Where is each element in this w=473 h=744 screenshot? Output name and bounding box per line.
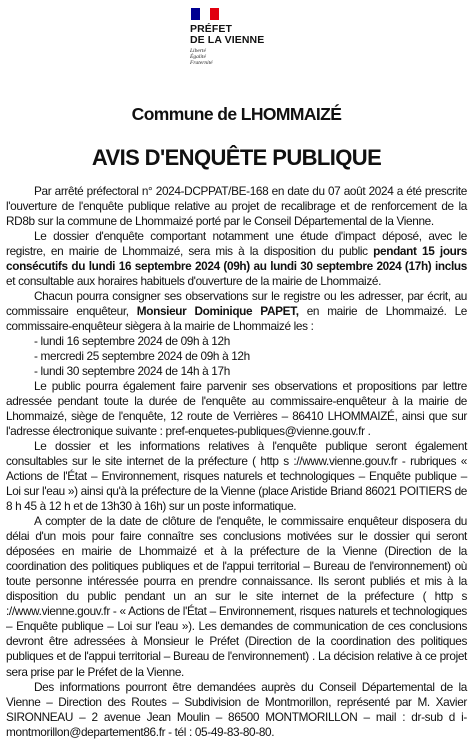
motto-egalite: Égalité (190, 54, 206, 60)
paragraph-dossier (6, 229, 467, 289)
dossier-text-end: et consultable aux horaires habituels d'ouverture de la mairie de Lhommaizé. (6, 274, 382, 289)
observations-text-end: en mairie de Lhommaizé. Le commissaire-enquêteur siègera à la mairie de Lhommaizé les : (6, 304, 467, 334)
notice-body (6, 184, 467, 740)
flag-white-band (200, 8, 209, 20)
notice-title: AVIS D'ENQUÊTE PUBLIQUE (91, 145, 382, 170)
permanence-date-1: - lundi 16 septembre 2024 de 09h à 12h (34, 334, 230, 349)
flag-red-band (210, 8, 219, 20)
permanence-date-3: - lundi 30 septembre 2024 de 14h à 17h (34, 364, 230, 379)
prefet-title (190, 24, 290, 46)
paragraph-arrete: Par arrêté préfectoral n° 2024-DCPPAT/BE-168 en date du 07 août 2024 a été prescrite l'ouverture de l'enquête publique relative au projet de recalibrage et de renforcement de la RD8b sur la commune de Lhommaizé porté par le Conseil Départemental de la Vienne. (6, 184, 467, 229)
paragraph-informations: Des informations pourront être demandées auprès du Conseil Départemental de la Vienne – Direction des Routes – Subdivision de Montmorillon, représenté par M. Xavier SIRONNEAU – 2 avenue Jean Moulin – 86500 MONTMORILLON – mail : dr-sub d i-montmorillon@departement86.fr - tél : 05-49-83-80-80. (6, 679, 467, 739)
paragraph-lettre: Le public pourra également faire parvenir ses observations et propositions par lettre adressée pendant toute la durée de l'enquête au commissaire-enquêteur à la mairie de Lhommaizé, siège de l'enquête, 12 route de Verrières – 86410 LHOMMAIZÉ, ainsi que sur l'adresse électronique suivante : pref-enquetes-publiques@vienne.gouv.fr . (6, 379, 467, 439)
paragraph-consultation: Le dossier et les informations relatives à l'enquête publique seront également consultables sur le site internet de la préfecture ( http s ://www.vienne.gouv.fr - rubriques « Actions de l'État – Environnement, risques naturels et technologiques – Enquête publique – Loi sur l'eau ») ainsi qu'à la préfecture de la Vienne (place Aristide Briand 86021 POITIERS de 8 h 45 à 12 h et de 13h30 à 16h) sur un poste informatique. (6, 439, 467, 514)
dossier-text-start: Le dossier d'enquête comportant notamment une étude d'impact déposé, avec le registre, en mairie de Lhommaizé, sera mis à la disposition du public (6, 229, 467, 259)
republic-motto (190, 48, 290, 66)
motto-liberte: Liberté (190, 48, 206, 54)
commissaire-name-bold: Monsieur Dominique PAPET, (136, 304, 299, 319)
observations-text-start: Chacun pourra consigner ses observations sur le registre ou les adresser, par écrit, au commissaire enquêteur, (6, 289, 467, 319)
permanence-date-2: - mercredi 25 septembre 2024 de 09h à 12h (34, 349, 250, 364)
paragraph-conclusions: A compter de la date de clôture de l'enquête, le commissaire enquêteur disposera du délai d'un mois pour faire connaître ses conclusions motivées sur le dossier qui seront déposées en mairie de Lhommaizé et à la préfecture de la Vienne (Direction de la coordination des politiques publiques et de l'appui territorial – Bureau de l'environnement) où toute personne intéressée pourra en prendre connaissance. Ils seront publiés et mis à la disposition du public pendant un an sur le site internet de la préfecture ( http s ://www.vienne.gouv.fr - « Actions de l'État – Environnement, risques naturels et technologiques – Enquête publique – Loi sur l'eau »). Les demandes de communication de ces conclusions devront être adressées à Monsieur le Préfet (Direction de la coordination des politiques publiques et de l'appui territorial – Bureau de l'environnement) . La décision relative à ce projet sera prise par le Préfet de la Vienne. (6, 514, 467, 679)
dossier-dates-bold: pendant 15 jours consécutifs du lundi 16 septembre 2024 (09h) au lundi 30 septembre 2024 (17h) inclus (6, 244, 467, 274)
prefecture-logo (190, 8, 290, 66)
paragraph-observations (6, 289, 467, 334)
commune-heading: Commune de LHOMMAIZÉ (131, 104, 342, 124)
french-flag-icon (191, 8, 219, 20)
motto-fraternite: Fraternité (190, 60, 213, 66)
flag-blue-band (191, 8, 200, 20)
prefet-line-2: DE LA VIENNE (190, 34, 265, 46)
prefet-line-1: PRÉFET (190, 23, 233, 35)
